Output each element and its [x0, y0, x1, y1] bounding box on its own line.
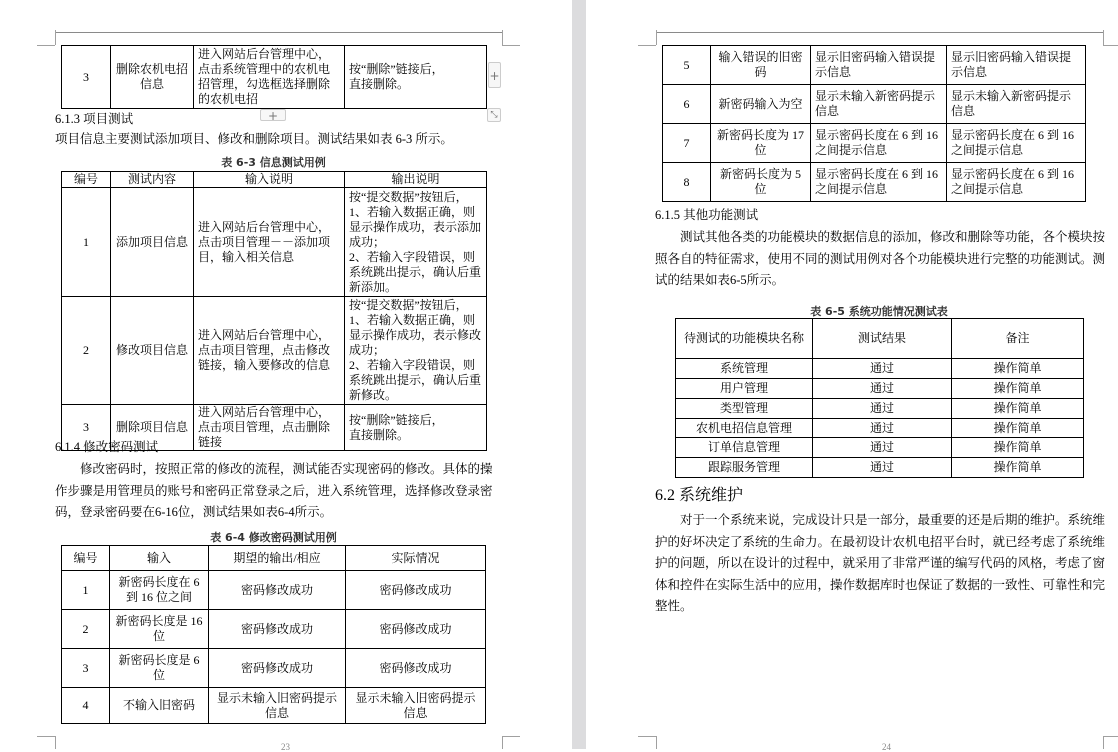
header-line	[656, 32, 1103, 33]
table-cell: 按“删除”链接后， 直接删除。	[345, 46, 487, 109]
table-row	[663, 46, 1086, 85]
table-cell: 按“提交数据”按钮后， 1、若输入数据正确，则显示操作成功，表示修改成功； 2、若输入字段错误，则系统跳出提示，确认后重新修改。	[345, 297, 487, 405]
table-cell: 新密码长度为 17 位	[711, 124, 811, 163]
table-cell: 2	[62, 610, 110, 649]
table-cell: 密码修改成功	[209, 610, 346, 649]
table-cell: 通过	[813, 419, 952, 438]
table-caption-6-5: 表 6-5 系统功能情况测试表	[810, 305, 948, 318]
table-row	[62, 46, 487, 109]
table-cell: 显示旧密码输入错误提示信息	[811, 46, 947, 85]
section-heading-6-1-3: 6.1.3 项目测试	[55, 112, 134, 126]
table-cell: 显示密码长度在 6 到 16 之间提示信息	[811, 124, 947, 163]
table-cell: 修改项目信息	[111, 297, 194, 405]
table-row	[676, 359, 1084, 379]
table-cell: 输出说明	[345, 172, 487, 188]
table-row	[676, 438, 1084, 458]
table-cell: 编号	[62, 546, 110, 571]
table-cell: 密码修改成功	[209, 571, 346, 610]
table-cell: 显示未输入旧密码提示信息	[209, 688, 346, 724]
table-6-4-continued	[662, 45, 1086, 202]
table-cell: 类型管理	[676, 399, 813, 419]
table-cell: 7	[663, 124, 711, 163]
corner-mark	[502, 736, 503, 749]
corner-mark	[55, 30, 56, 45]
section-heading-6-2: 6.2 系统维护	[655, 487, 744, 504]
table-cell: 显示密码长度在 6 到 16 之间提示信息	[811, 163, 947, 202]
table-caption-6-3: 表 6-3 信息测试用例	[221, 156, 326, 169]
table-row	[62, 546, 486, 571]
table-row	[663, 85, 1086, 124]
table-cell: 用户管理	[676, 379, 813, 399]
table-cell: 系统管理	[676, 359, 813, 379]
table-cell: 操作简单	[952, 359, 1084, 379]
paragraph-6-2: 对于一个系统来说，完成设计只是一部分，最重要的还是后期的维护。系统维护的好坏决定了系统的生命力。在最初设计农机电招平台时，就已经考虑了系统维护的问题，所以在设计的过程中，就采用了非常严谨的编写代码的风格，考虑了窗体和控件在实际生活中的应用，操作数据库时也保证了数据的一致性、可靠性和完整性。	[655, 513, 1106, 614]
corner-mark	[656, 736, 657, 749]
table-cell: 通过	[813, 379, 952, 399]
table-cell: 待测试的功能模块名称	[676, 319, 813, 359]
table-cell: 农机电招信息管理	[676, 419, 813, 438]
table-cell: 操作简单	[952, 379, 1084, 399]
table-cell: 跟踪服务管理	[676, 458, 813, 478]
table-cell: 通过	[813, 458, 952, 478]
table-cell: 新密码长度是 16 位	[110, 610, 209, 649]
table-cell: 密码修改成功	[346, 610, 486, 649]
paragraph-6-1-4: 修改密码时，按照正常的修改的流程，测试能否实现密码的修改。具体的操作步骤是用管理员的账号和密码正常登录之后，进入系统管理，选择修改登录密码，登录密码要在6-16位，测试结果如表6-4所示。	[55, 462, 493, 520]
table-cell: 显示未输入旧密码提示信息	[346, 688, 486, 724]
table-cell: 操作简单	[952, 438, 1084, 458]
table-cell: 备注	[952, 319, 1084, 359]
table-cell: 显示密码长度在 6 到 16 之间提示信息	[947, 124, 1086, 163]
table-cell: 新密码输入为空	[711, 85, 811, 124]
table-cell: 进入网站后台管理中心，点击系统管理中的农机电招管理，勾选框选择删除的农机电招	[194, 46, 345, 109]
table-cell: 按“提交数据”按钮后， 1、若输入数据正确，则显示操作成功，表示添加成功； 2、若输入字段错误，则系统跳出提示，确认后重新添加。	[345, 188, 487, 297]
table-row	[62, 571, 486, 610]
table-cell: 按“删除”链接后， 直接删除。	[345, 405, 487, 451]
table-cell: 3	[62, 649, 110, 688]
table-cell: 删除农机电招 信息	[111, 46, 194, 109]
table-row	[62, 188, 487, 297]
table-cell: 1	[62, 571, 110, 610]
table-cell: 操作简单	[952, 399, 1084, 419]
table-cell: 新密码长度为 5 位	[711, 163, 811, 202]
table-cell: 6	[663, 85, 711, 124]
table-6-5	[675, 318, 1084, 478]
corner-mark	[55, 736, 56, 749]
table-row	[676, 399, 1084, 419]
table-cell: 密码修改成功	[346, 571, 486, 610]
page-number: 24	[882, 742, 891, 752]
corner-mark	[1103, 736, 1104, 749]
table-cell: 密码修改成功	[209, 649, 346, 688]
table-cell: 操作简单	[952, 458, 1084, 478]
table-cell: 8	[663, 163, 711, 202]
table-cell: 操作简单	[952, 419, 1084, 438]
corner-mark	[502, 736, 520, 737]
table-cell: 通过	[813, 399, 952, 419]
corner-mark	[1103, 736, 1118, 737]
table-cell: 输入说明	[194, 172, 345, 188]
table-6-3	[61, 171, 487, 451]
table-cell: 密码修改成功	[346, 649, 486, 688]
table-cell: 进入网站后台管理中心，点击项目管理，点击删除链接	[194, 405, 345, 451]
table-cell: 测试内容	[111, 172, 194, 188]
corner-mark	[638, 736, 656, 737]
table-cell: 期望的输出/相应	[209, 546, 346, 571]
table-cell: 新密码长度是 6 位	[110, 649, 209, 688]
corner-mark	[656, 30, 657, 45]
table-cell: 删除项目信息	[111, 405, 194, 451]
table-cell: 1	[62, 188, 111, 297]
table-cell: 3	[62, 405, 111, 451]
table-row	[62, 172, 487, 188]
table-cell: 输入错误的旧密码	[711, 46, 811, 85]
table-row	[676, 419, 1084, 438]
corner-mark	[1103, 30, 1104, 45]
table-cell: 通过	[813, 438, 952, 458]
page-number: 23	[281, 742, 290, 752]
table-cell: 添加项目信息	[111, 188, 194, 297]
table-cell: 测试结果	[813, 319, 952, 359]
table-row	[663, 163, 1086, 202]
table-row	[62, 649, 486, 688]
corner-mark	[37, 45, 55, 46]
corner-mark	[37, 736, 55, 737]
table-row	[62, 297, 487, 405]
paragraph-6-1-5: 测试其他各类的功能模块的数据信息的添加，修改和删除等功能，各个模块按照各自的特征需求，使用不同的测试用例对各个功能模块进行完整的功能测试。测试的结果如表6-5所示。	[655, 230, 1106, 288]
corner-mark	[638, 45, 656, 46]
table-cell: 显示未输入新密码提示信息	[811, 85, 947, 124]
paragraph-6-1-3: 项目信息主要测试添加项目、修改和删除项目。测试结果如表 6-3 所示。	[55, 132, 453, 146]
table-cell: 输入	[110, 546, 209, 571]
table-cell: 5	[663, 46, 711, 85]
corner-mark	[502, 45, 520, 46]
table-cell: 显示密码长度在 6 到 16 之间提示信息	[947, 163, 1086, 202]
table-cell: 显示旧密码输入错误提示信息	[947, 46, 1086, 85]
table-cell: 实际情况	[346, 546, 486, 571]
section-heading-6-1-4: 6.1.4 修改密码测试	[55, 440, 159, 454]
table-row	[663, 124, 1086, 163]
page-24	[586, 0, 1118, 752]
add-row-button[interactable]: +	[260, 109, 286, 121]
table-cell: 显示未输入新密码提示信息	[947, 85, 1086, 124]
table-row	[676, 458, 1084, 478]
resize-table-handle[interactable]: ⤡	[487, 108, 501, 122]
table-cell: 不输入旧密码	[110, 688, 209, 724]
table-cell: 新密码长度在 6 到 16 位之间	[110, 571, 209, 610]
header-line	[55, 32, 502, 33]
table-row	[676, 319, 1084, 359]
table-cell: 进入网站后台管理中心，点击项目管理，点击修改链接，输入要修改的信息	[194, 297, 345, 405]
table-cell: 进入网站后台管理中心，点击项目管理－－添加项目，输入相关信息	[194, 188, 345, 297]
table-cell: 编号	[62, 172, 111, 188]
table-cell: 通过	[813, 359, 952, 379]
table-row	[62, 610, 486, 649]
table-row	[62, 688, 486, 724]
corner-mark	[1103, 45, 1118, 46]
table-cell: 订单信息管理	[676, 438, 813, 458]
table-6-2-continued	[61, 45, 487, 109]
table-cell: 2	[62, 297, 111, 405]
table-caption-6-4: 表 6-4 修改密码测试用例	[210, 531, 337, 544]
add-column-button[interactable]: +	[488, 62, 501, 88]
page-gap	[572, 0, 586, 749]
corner-mark	[502, 30, 503, 45]
section-heading-6-1-5: 6.1.5 其他功能测试	[655, 208, 759, 222]
table-6-4	[61, 545, 486, 724]
table-cell: 4	[62, 688, 110, 724]
table-row	[676, 379, 1084, 399]
table-cell: 3	[62, 46, 111, 109]
